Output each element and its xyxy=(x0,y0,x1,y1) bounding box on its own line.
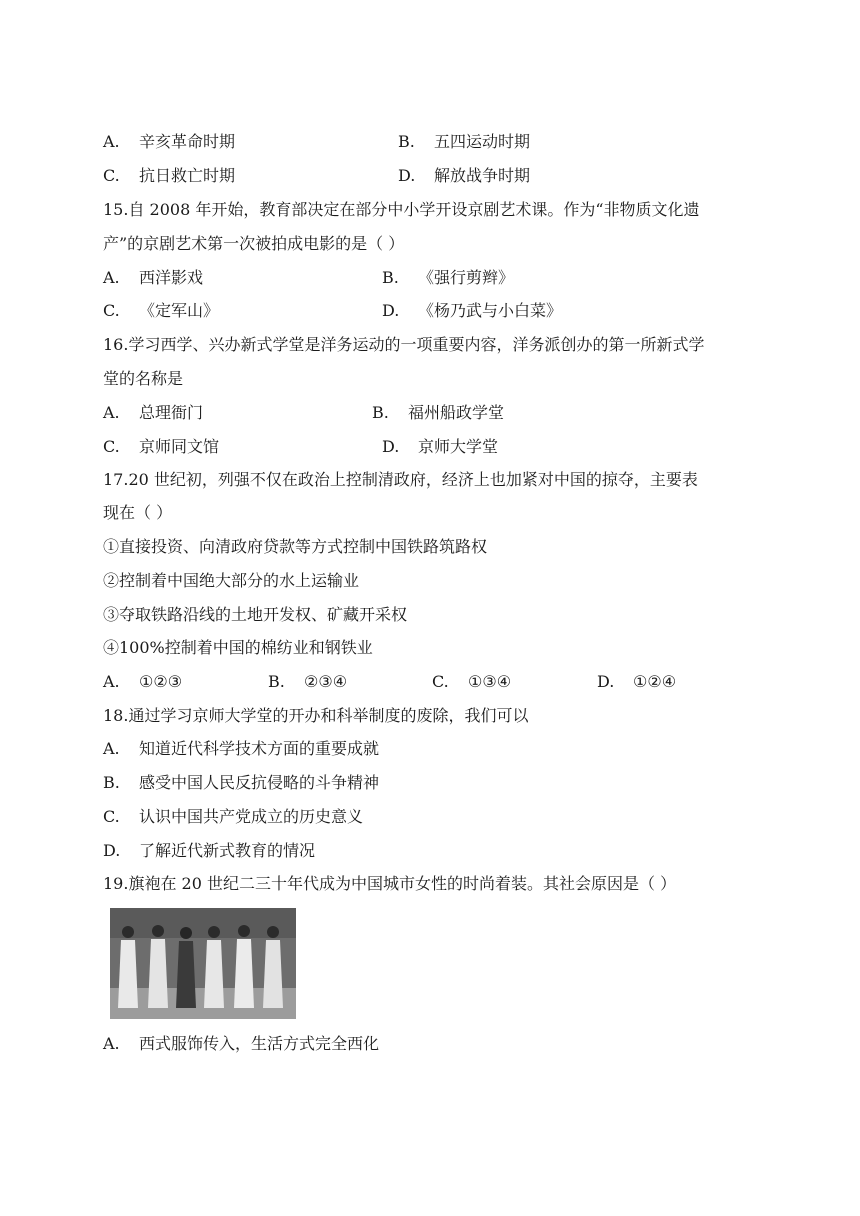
option-key: D. xyxy=(597,672,615,691)
q17-stem-line1: 17.20 世纪初，列强不仅在政治上控制清政府，经济上也加紧对中国的掠夺，主要表 xyxy=(103,470,698,489)
q15-option-b xyxy=(382,268,514,288)
q17-option-c xyxy=(432,672,511,692)
option-key: A. xyxy=(103,672,120,691)
option-text: 《定军山》 xyxy=(139,301,220,320)
option-key: A. xyxy=(103,268,120,287)
option-key: B. xyxy=(268,672,285,691)
option-text: 知道近代科学技术方面的重要成就 xyxy=(139,739,380,758)
q16-stem-line2: 堂的名称是 xyxy=(103,369,184,388)
q14-option-a xyxy=(103,132,235,152)
q17-option-d xyxy=(597,672,676,692)
q14-option-d xyxy=(398,166,530,186)
option-key: C. xyxy=(103,437,120,456)
option-text: ①②③ xyxy=(139,672,183,691)
option-key: A. xyxy=(103,739,120,758)
option-text: 总理衙门 xyxy=(139,403,204,422)
option-key: A. xyxy=(103,132,120,151)
q15-option-c xyxy=(103,301,219,321)
option-key: C. xyxy=(432,672,449,691)
q17-statement-4: ④100%控制着中国的棉纺业和钢铁业 xyxy=(103,638,373,657)
q18-option-d xyxy=(103,841,315,861)
option-key: D. xyxy=(398,166,416,185)
q18-option-a xyxy=(103,739,379,759)
q17-option-b xyxy=(268,672,347,692)
option-text: 解放战争时期 xyxy=(434,166,531,185)
q18-stem: 18.通过学习京师大学堂的开办和科举制度的废除，我们可以 xyxy=(103,706,529,725)
option-text: 京师大学堂 xyxy=(418,437,499,456)
option-text: ①②④ xyxy=(633,672,677,691)
option-text: 感受中国人民反抗侵略的斗争精神 xyxy=(139,773,380,792)
option-text: 京师同文馆 xyxy=(139,437,220,456)
option-key: A. xyxy=(103,403,120,422)
option-text: 了解近代新式教育的情况 xyxy=(139,841,316,860)
option-text: ①③④ xyxy=(468,672,512,691)
option-key: C. xyxy=(103,166,120,185)
q16-option-d xyxy=(382,437,498,457)
option-text: 辛亥革命时期 xyxy=(139,132,236,151)
q16-stem-line1: 16.学习西学、兴办新式学堂是洋务运动的一项重要内容，洋务派创办的第一所新式学 xyxy=(103,335,705,354)
option-text: 《杨乃武与小白菜》 xyxy=(418,301,563,320)
option-text: 《强行剪辫》 xyxy=(418,268,515,287)
q17-option-a xyxy=(103,672,182,692)
q17-statement-1: ①直接投资、向清政府贷款等方式控制中国铁路筑路权 xyxy=(103,537,488,556)
option-text: 西式服饰传入，生活方式完全西化 xyxy=(139,1034,380,1053)
option-key: B. xyxy=(382,268,399,287)
option-key: D. xyxy=(103,841,121,860)
option-text: ②③④ xyxy=(304,672,348,691)
option-text: 抗日救亡时期 xyxy=(139,166,236,185)
q14-option-c xyxy=(103,166,235,186)
option-text: 五四运动时期 xyxy=(434,132,531,151)
q16-option-c xyxy=(103,437,219,457)
option-key: C. xyxy=(103,807,120,826)
option-key: A. xyxy=(103,1034,120,1053)
q15-option-a xyxy=(103,268,203,288)
q15-stem-line2: 产”的京剧艺术第一次被拍成电影的是（ ） xyxy=(103,234,405,253)
q14-option-b xyxy=(398,132,530,152)
q17-stem-line2: 现在（ ） xyxy=(103,503,173,522)
option-text: 认识中国共产党成立的历史意义 xyxy=(139,807,364,826)
q19-stem: 19.旗袍在 20 世纪二三十年代成为中国城市女性的时尚着装。其社会原因是（ ） xyxy=(103,874,677,893)
q18-option-b xyxy=(103,773,379,793)
option-key: B. xyxy=(103,773,120,792)
option-key: D. xyxy=(382,437,400,456)
option-text: 福州船政学堂 xyxy=(408,403,505,422)
q17-statement-3: ③夺取铁路沿线的土地开发权、矿藏开采权 xyxy=(103,605,408,624)
option-key: B. xyxy=(372,403,389,422)
q16-option-a xyxy=(103,403,203,423)
option-text: 西洋影戏 xyxy=(139,268,204,287)
option-key: C. xyxy=(103,301,120,320)
option-key: B. xyxy=(398,132,415,151)
option-key: D. xyxy=(382,301,400,320)
q19-option-a xyxy=(103,1034,379,1054)
q17-statement-2: ②控制着中国绝大部分的水上运输业 xyxy=(103,571,360,590)
q15-option-d xyxy=(382,301,562,321)
q16-option-b xyxy=(372,403,504,423)
q18-option-c xyxy=(103,807,363,827)
qipao-photo xyxy=(110,908,296,1019)
q15-stem-line1: 15.自 2008 年开始，教育部决定在部分中小学开设京剧艺术课。作为“非物质文化遗 xyxy=(103,200,700,219)
